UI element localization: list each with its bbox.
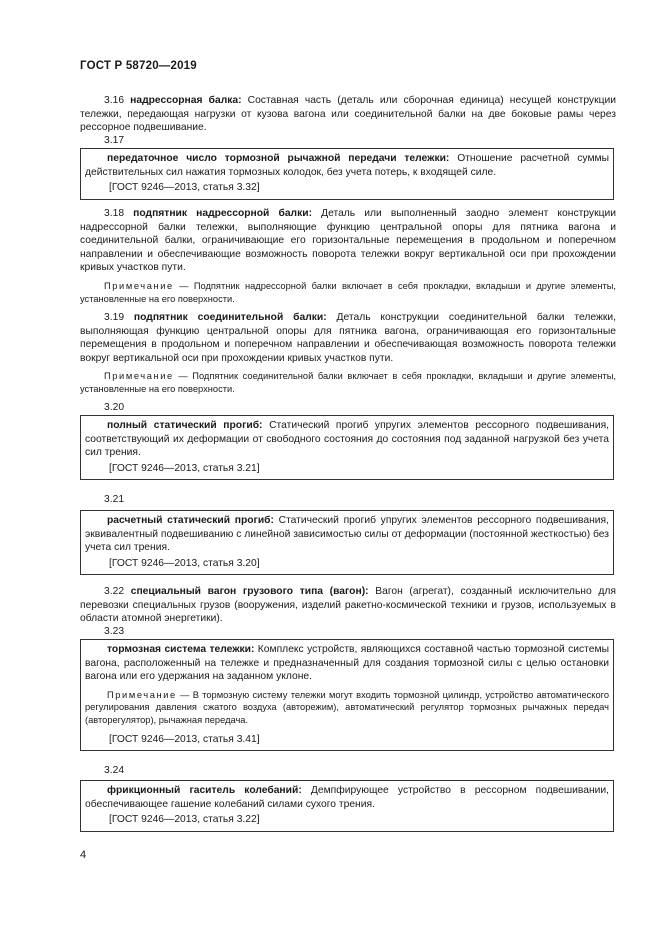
term-title: специальный вагон грузового типа (вагон): <box>130 586 369 597</box>
term-title: полный статический прогиб: <box>107 420 263 431</box>
term-number: 3.17 <box>104 135 125 146</box>
term-3-19: 3.19 подпятник соединительной балки: Деталь конструкции соединительной балки тележки, выполняющая функцию центральной опоры для пятника вагона, ограничивающая его горизонтальные перемещения в продольном и поперечном направлении и обеспечивающая возможность поворота тележки вокруг вертикальной оси при прохождении кривых участков пути. <box>80 312 616 364</box>
note-3-19: Примечание — Подпятник соединительной балки включает в себя прокладки, вкладыши и другие элементы, установленные на его поверхности. <box>80 371 616 394</box>
term-3-20-box: полный статический прогиб: Статический прогиб упругих элементов рессорного подвешивания, соответствующий их деформации от свободного состояния до состояния под заданной нагрузкой без учета сил трения. [ГОСТ 9246—2013, статья 3.21] <box>80 415 614 480</box>
term-number: 3.21 <box>104 494 125 505</box>
note-3-23: Примечание — В тормозную систему тележки могут входить тормозной цилиндр, устройство автоматического регулирования давления сжатого воздуха (авторежим), автоматический регулятор тормозных рычажных передач (авторегулятор), рычажная передача. <box>85 689 609 725</box>
term-number: 3.20 <box>104 402 125 413</box>
term-title: фрикционный гаситель колебаний: <box>107 785 302 796</box>
term-number: 3.23 <box>104 626 125 637</box>
term-3-22: 3.22 специальный вагон грузового типа (вагон): Вагон (агрегат), созданный исключительно для перевозки специальных грузов (вооружения, изделий ракетно-космической техники и грузов, используемых в области атомной энергетики). <box>80 586 616 625</box>
term-3-18: 3.18 подпятник надрессорной балки: Деталь или выполненный заодно элемент конструкции надрессорной балки тележки, выполняющие функцию центральной опоры для пятника вагона и соединительной балки, ограничивающие его горизонтальные перемещения в продольном и поперечном направлении и обеспечивающие возможность поворота тележки вокруг вертикальной оси при прохождении кривых участков пути. <box>80 208 616 274</box>
document-header: ГОСТ Р 58720—2019 <box>80 60 197 72</box>
term-title: подпятник соединительной балки: <box>133 312 327 323</box>
source-reference: [ГОСТ 9246—2013, статья 3.41] <box>109 733 260 745</box>
page-number: 4 <box>80 849 87 861</box>
term-title: передаточное число тормозной рычажной передачи тележки: <box>107 153 450 164</box>
term-title: тормозная система тележки: <box>107 644 255 655</box>
term-3-17-box: передаточное число тормозной рычажной передачи тележки: Отношение расчетной суммы действительных сил нажатия тормозных колодок, без учета потерь, к входящей силе. [ГОСТ 9246—2013, статья 3.32] <box>80 148 614 200</box>
term-title: подпятник надрессорной балки: <box>133 208 313 219</box>
source-reference: [ГОСТ 9246—2013, статья 3.21] <box>109 462 260 474</box>
note-3-18: Примечание — Подпятник надрессорной балки включает в себя прокладки, вкладыши и другие элементы, установленные на его поверхности. <box>80 281 616 304</box>
source-reference: [ГОСТ 9246—2013, статья 3.22] <box>109 814 260 826</box>
term-number: 3.24 <box>104 765 125 776</box>
term-3-24-box: фрикционный гаситель колебаний: Демпфирующее устройство в рессорном подвешивании, обеспечивающее гашение колебаний силами сухого трения. [ГОСТ 9246—2013, статья 3.22] <box>80 780 614 832</box>
term-3-21-box: расчетный статический прогиб: Статический прогиб упругих элементов рессорного подвешивания, эквивалентный подвешиванию с линейной зависимостью силы от деформации (постоянной жесткостью) без учета сил трения. [ГОСТ 9246—2013, статья 3.20] <box>80 510 614 575</box>
term-title: надрессорная балка: <box>130 95 242 106</box>
source-reference: [ГОСТ 9246—2013, статья 3.20] <box>109 557 260 569</box>
term-3-23-box: тормозная система тележки: Комплекс устройств, являющихся составной частью тормозной системы вагона, расположенный на тележке и предназначенный для создания тормозной силы с целью остановки вагона или его удержания на заданном уклоне. Примечание — В тормозную систему тележки могут входить тормозной цилиндр, устройство автоматического регулирования давления сжатого воздуха (авторежим), автоматический регулятор тормозных рычажных передач (авторегулятор), рычажная передача. [ГОСТ 9246—2013, статья 3.41] <box>80 639 614 751</box>
source-reference: [ГОСТ 9246—2013, статья 3.32] <box>109 182 260 194</box>
term-3-16: 3.16 надрессорная балка: Составная часть (деталь или сборочная единица) несущей конструкции тележки, передающая нагрузки от кузова вагона или соединительной балки на две боковые рамы через рессорное подвешивание. <box>80 95 616 134</box>
term-title: расчетный статический прогиб: <box>107 515 274 526</box>
